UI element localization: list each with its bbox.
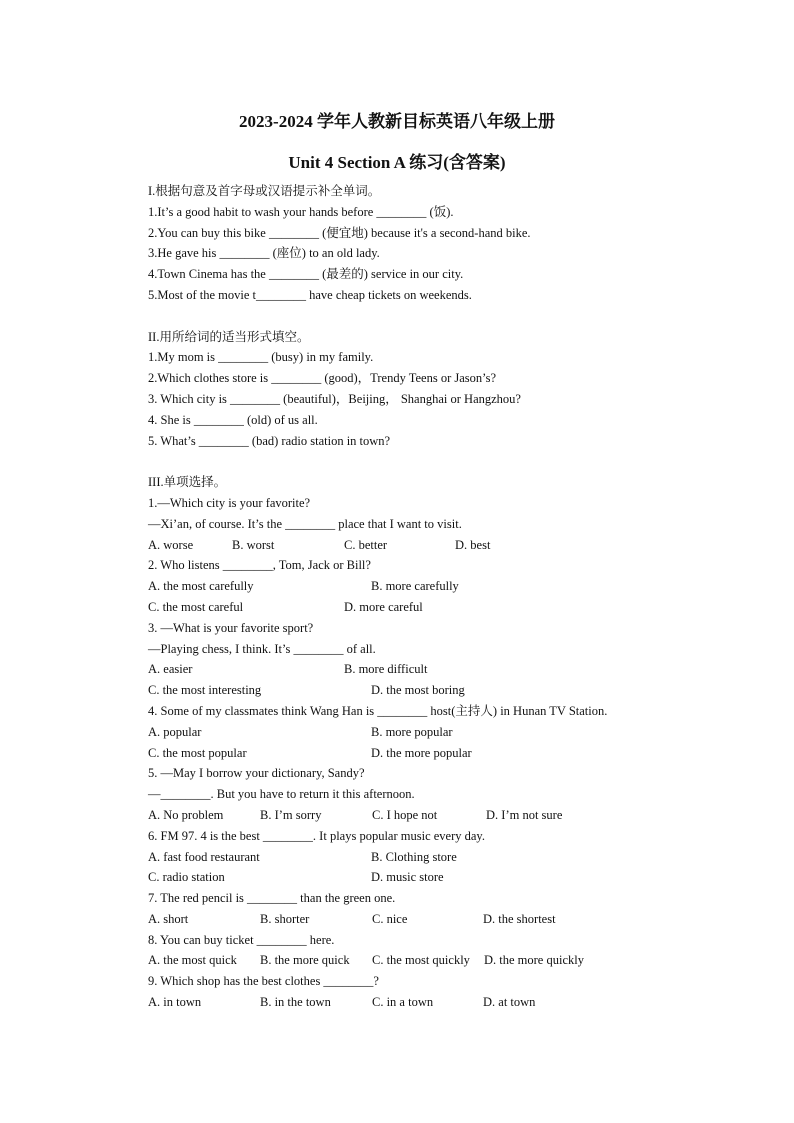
- question-7: 7. The red pencil is ________ than the green one.: [148, 891, 396, 906]
- option-c: C. the most quickly: [372, 953, 470, 968]
- question-4-options-ab: [148, 722, 748, 743]
- question-2: 2. Who listens ________, Tom, Jack or Bill?: [148, 558, 371, 573]
- document-title: 2023-2024 学年人教新目标英语八年级上册: [239, 112, 555, 131]
- option-d: D. the shortest: [483, 911, 556, 926]
- section-2-item: 4. She is ________ (old) of us all.: [148, 412, 318, 427]
- option-c: C. the most popular: [148, 745, 247, 760]
- section-2-item: 3. Which city is ________ (beautiful)，Beijing， Shanghai or Hangzhou?: [148, 391, 521, 406]
- question-6: 6. FM 97. 4 is the best ________. It plays popular music every day.: [148, 828, 485, 843]
- option-a: A. fast food restaurant: [148, 849, 260, 864]
- question-4: 4. Some of my classmates think Wang Han is ________ host(主持人) in Hunan TV Station.: [148, 703, 608, 718]
- question-1: 1.—Which city is your favorite?: [148, 495, 311, 510]
- option-b: B. the more quick: [260, 953, 350, 968]
- section-1-item: 3.He gave his ________ (座位) to an old lady.: [148, 246, 380, 261]
- question-3-options-ab: [148, 659, 748, 680]
- question-9: 9. Which shop has the best clothes ________?: [148, 974, 379, 989]
- option-c: C. nice: [372, 911, 408, 926]
- option-d: D. I’m not sure: [486, 807, 563, 822]
- option-c: C. in a town: [372, 995, 434, 1010]
- question-6-options-ab: [148, 847, 748, 868]
- option-d: D. more careful: [344, 599, 423, 614]
- option-a: A. popular: [148, 724, 202, 739]
- option-c: C. the most interesting: [148, 683, 262, 698]
- option-d: D. music store: [371, 870, 444, 885]
- question-8: 8. You can buy ticket ________ here.: [148, 932, 335, 947]
- option-d: D. the more popular: [371, 745, 472, 760]
- option-c: C. the most careful: [148, 599, 244, 614]
- option-d: D. the more quickly: [484, 953, 584, 968]
- question-1-options: [148, 535, 748, 556]
- option-b: B. Clothing store: [371, 849, 457, 864]
- option-c: C. radio station: [148, 870, 225, 885]
- option-d: D. the most boring: [371, 683, 465, 698]
- option-b: B. in the town: [260, 995, 331, 1010]
- question-2-options-ab: [148, 576, 748, 597]
- section-1-heading: I.根据句意及首字母或汉语提示补全单词。: [148, 184, 381, 198]
- question-5: 5. —May I borrow your dictionary, Sandy?: [148, 766, 365, 781]
- option-b: B. more difficult: [344, 662, 428, 677]
- section-1-item: 4.Town Cinema has the ________ (最差的) service in our city.: [148, 267, 464, 282]
- question-1-reply: —Xi’an, of course. It’s the ________ place that I want to visit.: [148, 516, 462, 531]
- option-b: B. worst: [232, 537, 275, 552]
- question-9-options: [148, 992, 748, 1013]
- section-3-heading: III.单项选择。: [148, 475, 227, 490]
- option-a: A. easier: [148, 662, 193, 677]
- question-2-options-cd: [148, 597, 748, 618]
- option-a: A. short: [148, 911, 189, 926]
- question-5-options: [148, 805, 748, 826]
- option-a: A. in town: [148, 995, 202, 1010]
- section-1-item: 1.It’s a good habit to wash your hands before ________ (饭).: [148, 204, 454, 219]
- question-3: 3. —What is your favorite sport?: [148, 620, 314, 635]
- option-c: C. I hope not: [372, 807, 438, 822]
- section-2-item: 1.My mom is ________ (busy) in my family.: [148, 350, 374, 365]
- exercise-content: [148, 181, 748, 1013]
- option-a: A. worse: [148, 537, 194, 552]
- section-2-item: 5. What’s ________ (bad) radio station in town?: [148, 433, 391, 448]
- option-a: A. the most quick: [148, 953, 237, 968]
- question-7-options: [148, 909, 748, 930]
- option-b: B. more popular: [371, 724, 453, 739]
- document-subtitle: Unit 4 Section A 练习(含答案): [288, 153, 506, 172]
- question-3-reply: —Playing chess, I think. It’s ________ of all.: [148, 641, 376, 656]
- section-2-item: 2.Which clothes store is ________ (good)，Trendy Teens or Jason’s?: [148, 371, 497, 386]
- option-a: A. the most carefully: [148, 579, 254, 594]
- option-b: B. shorter: [260, 911, 310, 926]
- question-5-reply: —________. But you have to return it this afternoon.: [148, 787, 415, 802]
- option-b: B. I’m sorry: [260, 807, 322, 822]
- section-2-heading: II.用所给词的适当形式填空。: [148, 329, 310, 344]
- option-d: D. at town: [483, 995, 536, 1010]
- option-d: D. best: [455, 537, 491, 552]
- question-6-options-cd: [148, 867, 748, 888]
- question-3-options-cd: [148, 680, 748, 701]
- option-a: A. No problem: [148, 807, 224, 822]
- question-4-options-cd: [148, 743, 748, 764]
- option-c: C. better: [344, 537, 388, 552]
- option-b: B. more carefully: [371, 579, 459, 594]
- section-1-item: 5.Most of the movie t________ have cheap tickets on weekends.: [148, 287, 472, 302]
- question-8-options: [148, 950, 748, 971]
- section-1-item: 2.You can buy this bike ________ (便宜地) because it's a second-hand bike.: [148, 225, 531, 240]
